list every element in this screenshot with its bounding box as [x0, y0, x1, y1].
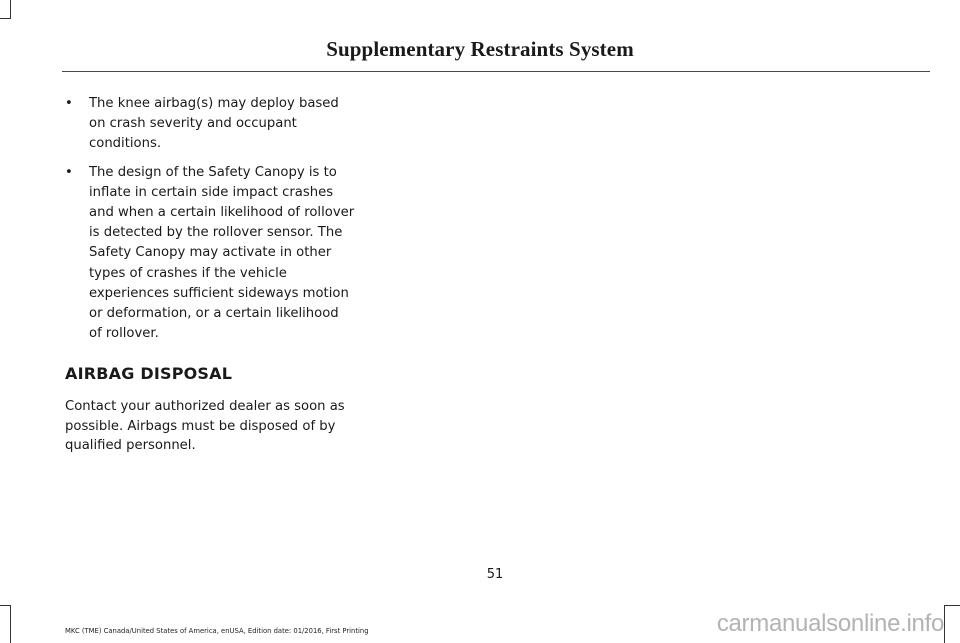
page-title: Supplementary Restraints System — [326, 37, 634, 61]
header-rule — [62, 71, 930, 72]
bullet-text: The knee airbag(s) may deploy based on crash severity and occupant conditions. — [89, 96, 339, 152]
crop-mark-top-left-vertical — [10, 0, 11, 18]
main-column — [65, 94, 355, 456]
list-item — [65, 163, 355, 345]
page-number: 51 — [486, 567, 504, 582]
watermark: carmanualsonline.info — [716, 610, 944, 637]
crop-mark-top-left-horizontal — [0, 18, 11, 19]
section-heading: AIRBAG DISPOSAL — [65, 364, 233, 384]
crop-mark-bottom-left-vertical — [10, 605, 11, 643]
list-item — [65, 94, 355, 155]
crop-mark-bottom-right-horizontal — [944, 605, 960, 606]
footer-edition-text: MKC (TME) Canada/United States of America, enUSA, Edition date: 01/2016, First Printing — [65, 627, 369, 635]
bullet-marker: • — [65, 164, 73, 180]
bullet-list — [65, 94, 355, 344]
crop-mark-bottom-left-horizontal — [0, 605, 11, 606]
section-paragraph: Contact your authorized dealer as soon as possible. Airbags must be disposed of by qualified personnel. — [65, 399, 345, 454]
bullet-marker: • — [65, 96, 73, 111]
crop-mark-bottom-right-vertical — [944, 605, 945, 643]
bullet-text: The design of the Safety Canopy is to inflate in certain side impact crashes and when a certain likelihood of rollover is detected by the rollover sensor. The Safety Canopy may activate in other types of crashes if the vehicle experiences sufficient sideways motion or deformation, or a certain likelihood of rollover. — [89, 164, 355, 342]
